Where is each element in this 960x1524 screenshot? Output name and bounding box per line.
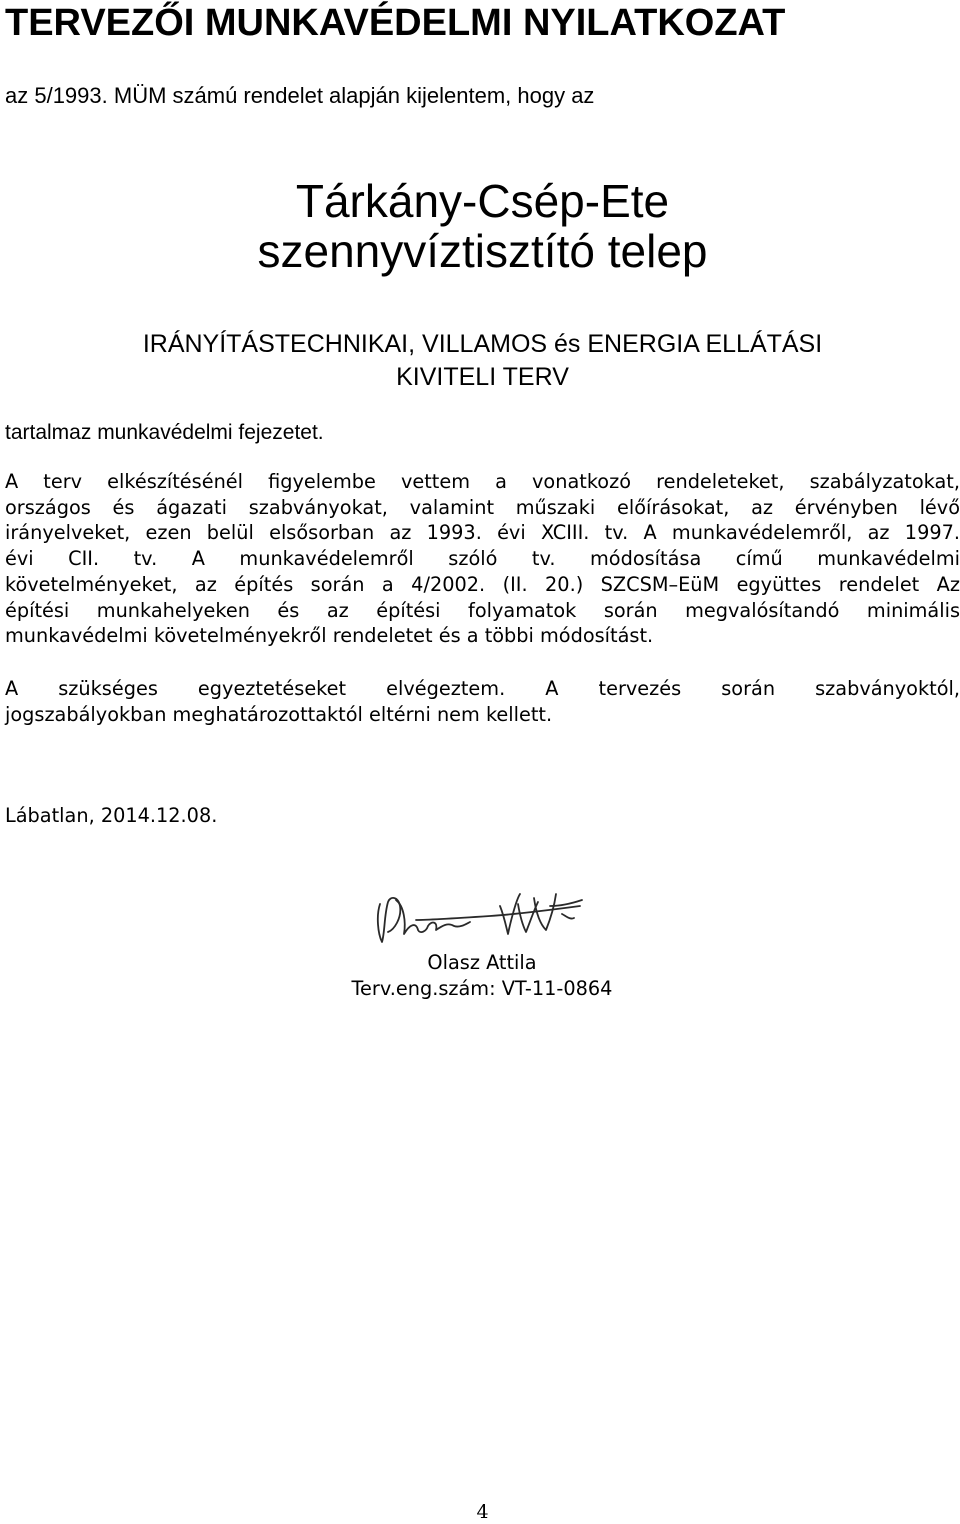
declaration-line: országos és ágazati szabványokat, valamint műszaki előírásokat, az érvényben lévő [5,495,960,519]
declaration-paragraph [5,469,960,649]
coordination-line: A szükséges egyeztetéseket elvégeztem. A tervezés során szabványoktól, [5,677,960,700]
plan-type [0,328,960,394]
signer-block [300,950,664,1002]
contains-statement: tartalmaz munkavédelmi fejezetet. [5,421,324,444]
coordination-line: jogszabályokban meghatározottaktól eltérni nem kellett. [5,702,553,726]
page-number: 4 [476,1501,489,1523]
plan-type-line-1: IRÁNYÍTÁSTECHNIKAI, VILLAMOS és ENERGIA ELLÁTÁSI [142,330,823,358]
project-name-line-1: Tárkány-Csép-Ete [295,175,670,227]
handwritten-signature [370,876,600,956]
declaration-line: munkavédelmi követelményekről rendeletet és a többi módosítást. [5,624,654,648]
declaration-line: építési munkahelyeken és az építési folyamatok során megvalósítandó minimális [5,598,960,622]
declaration-line: követelményeket, az építés során a 4/2002. (II. 20.) SZCSM–EüM együttes rendelet Az [5,572,960,596]
declaration-line: évi CII. tv. A munkavédelemről szóló tv. módosítása című munkavédelmi [5,547,960,571]
intro-text: az 5/1993. MÜM számú rendelet alapján kijelentem, hogy az [5,83,595,108]
plan-type-line-2: KIVITELI TERV [396,363,569,391]
project-name-line-2: szennyvíztisztító telep [257,225,708,277]
coordination-paragraph [5,676,960,727]
signer-registration: Terv.eng.szám: VT-11-0864 [351,977,613,1000]
project-name [0,176,960,276]
declaration-line: A terv elkészítésénél figyelembe vettem a vonatkozó rendeleteket, szabályzatokat, [5,470,960,493]
document-title: TERVEZŐI MUNKAVÉDELMI NYILATKOZAT [5,2,786,44]
declaration-line: irányelveket, ezen belül elsősorban az 1993. évi XCIII. tv. A munkavédelemről, az 1997. [5,521,960,545]
place-and-date: Lábatlan, 2014.12.08. [5,804,218,827]
signer-name: Olasz Attila [427,951,537,974]
